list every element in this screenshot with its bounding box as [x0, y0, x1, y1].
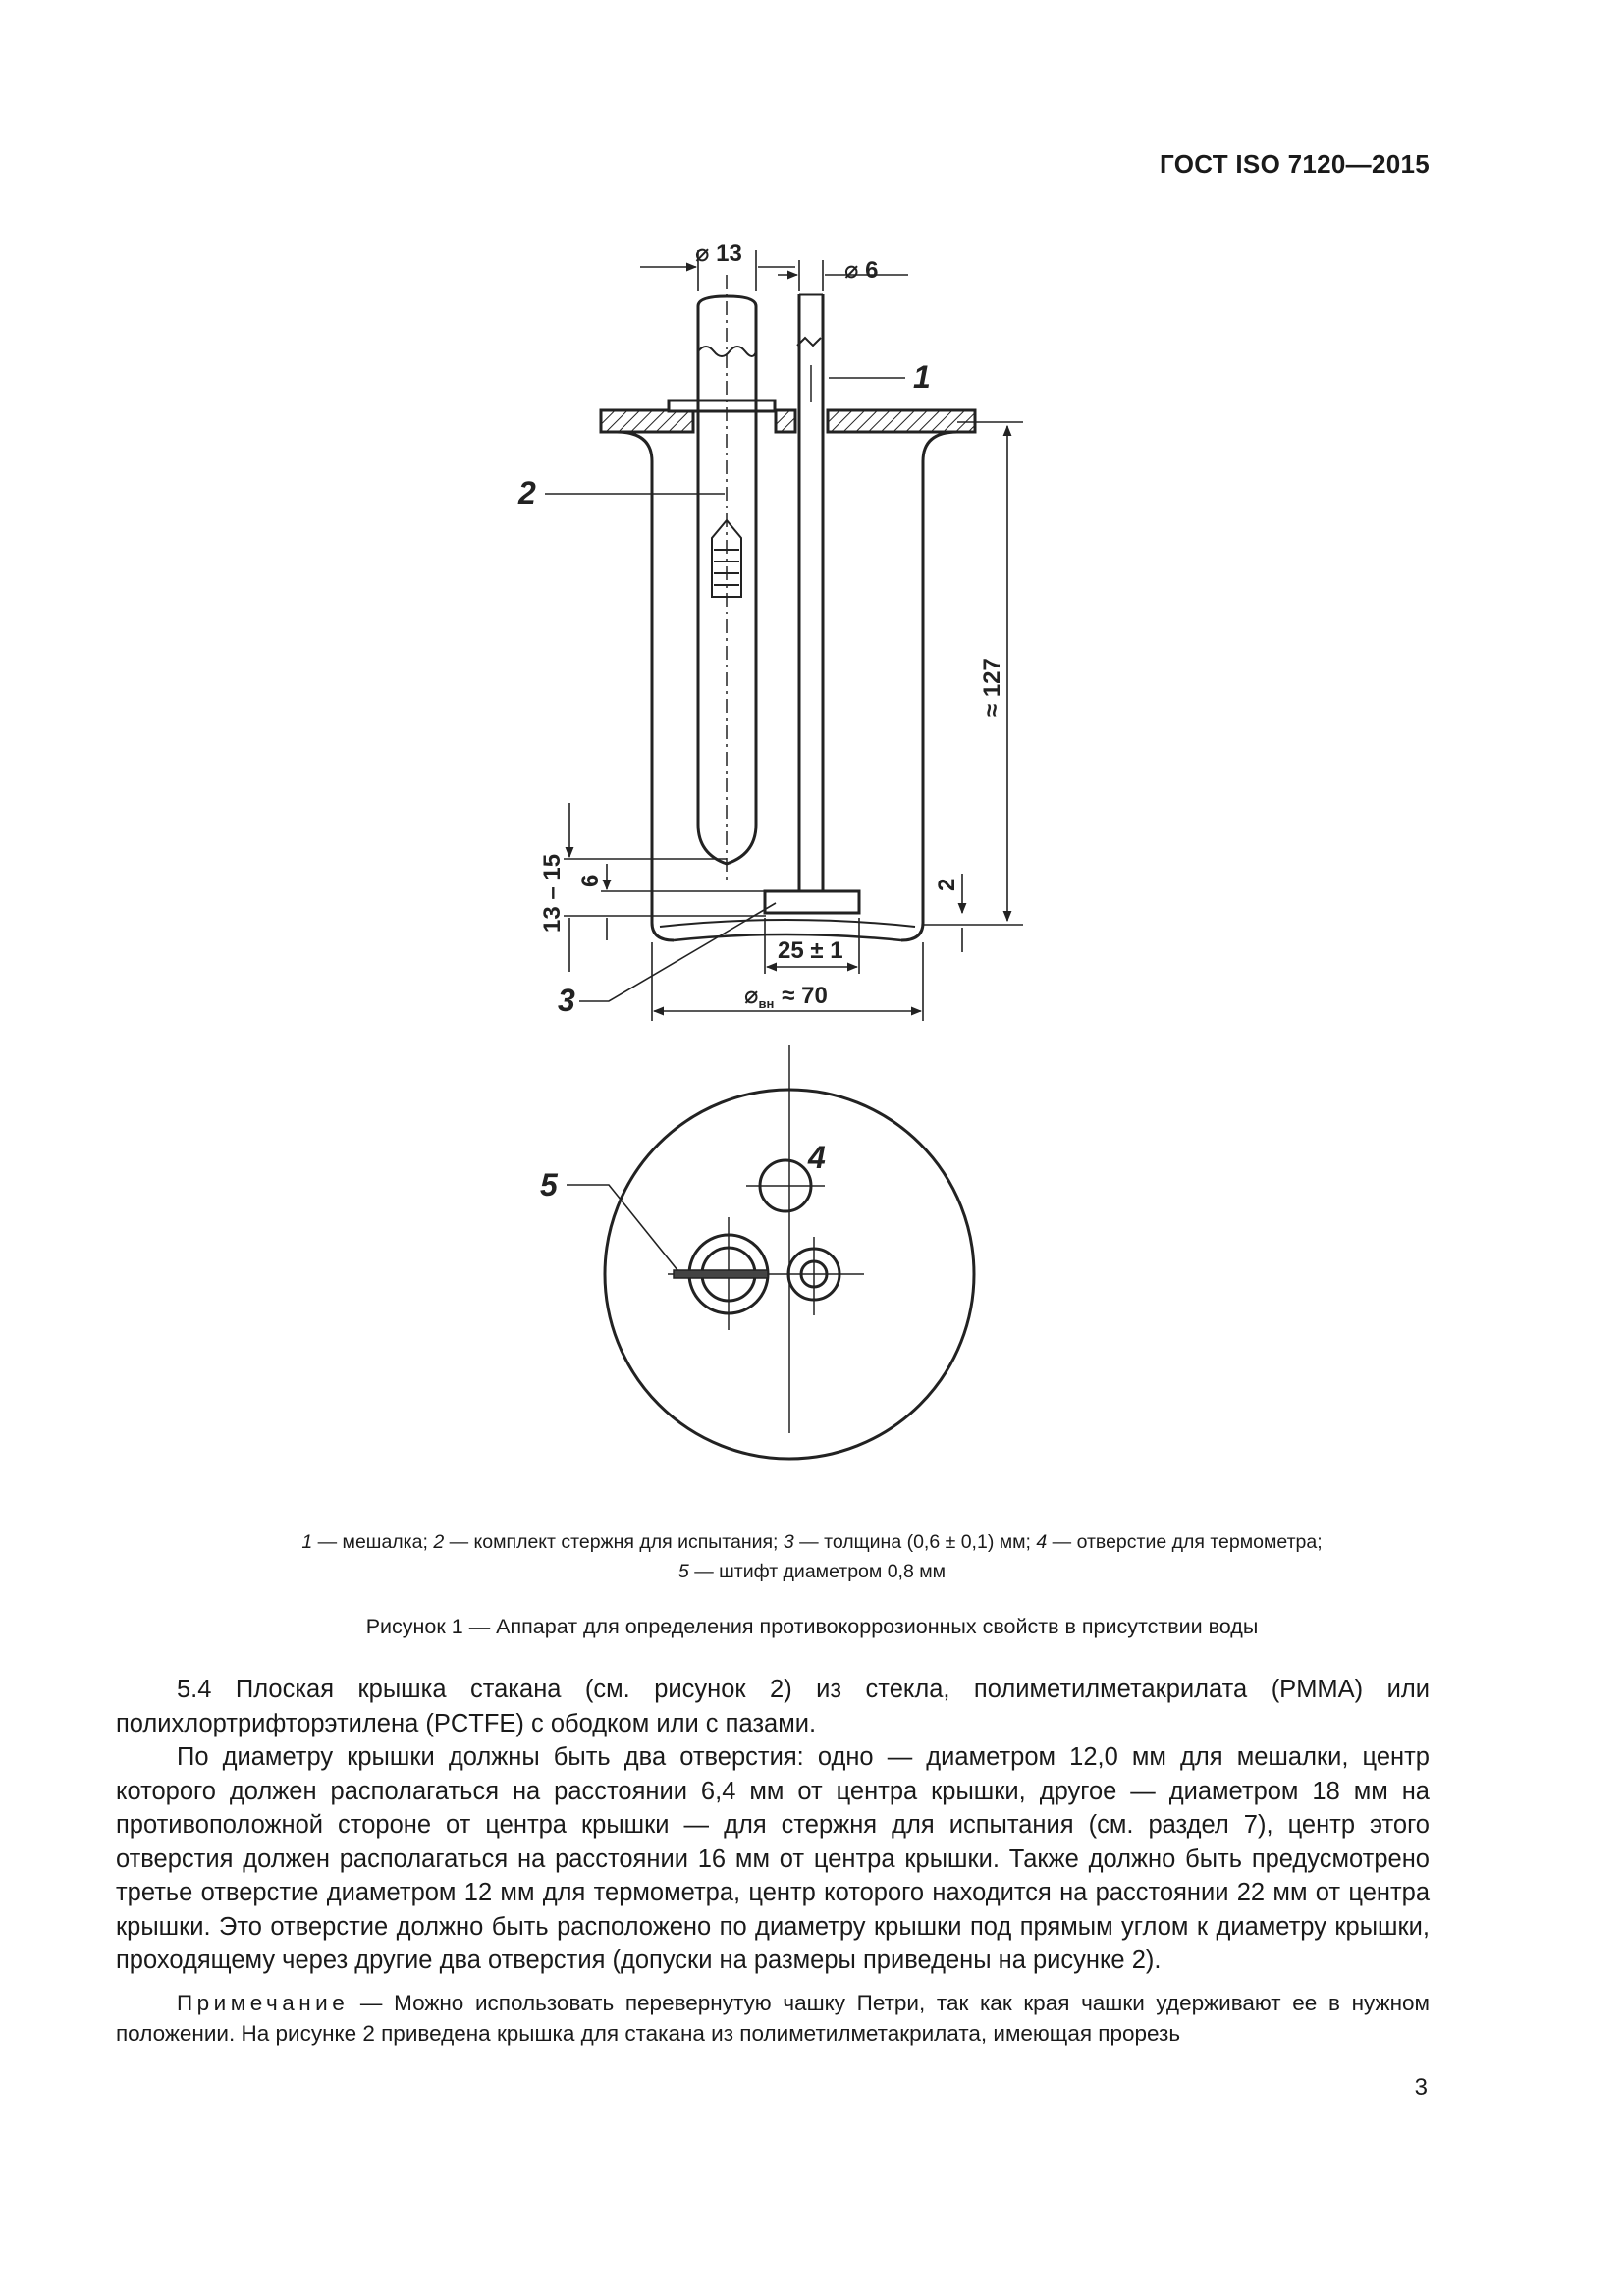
callout-3: 3 — [558, 983, 575, 1018]
document-code: ГОСТ ISO 7120—2015 — [1160, 149, 1430, 179]
dim-dia-6: ⌀ 6 — [844, 257, 879, 284]
dim-width-25: 25 ± 1 — [778, 937, 843, 964]
dim-dia-13: ⌀ 13 — [695, 240, 742, 267]
dim-inner-dia: $⌀_{вн} \approx 70$ — [744, 983, 828, 1011]
dim-gap-13-15: 13 – 15 — [539, 853, 566, 933]
figure-legend — [128, 1527, 1496, 1586]
note-text: — Можно использовать перевернутую чашку Петри, так как края чашки удерживают ее в нужном положении. На рисунке 2 приведена крышка для стакана из полиметилметакрилата, имеющая прорезь — [116, 1990, 1430, 2046]
callout-1: 1 — [913, 359, 931, 395]
callout-4: 4 — [808, 1140, 826, 1175]
note-paragraph — [116, 1988, 1430, 2050]
legend-line-2: 5 — штифт диаметром 0,8 мм — [677, 1561, 947, 1582]
paragraph-5-4: 5.4 Плоская крышка стакана (см. рисунок 2) из стекла, полиметилметакрилата (PMMA) или полихлортрифторэтилена (PCTFE) с ободком или с пазами. — [116, 1676, 1430, 1737]
lid-center — [776, 410, 795, 432]
callout-5: 5 — [540, 1167, 558, 1202]
page-number: 3 — [1414, 2074, 1428, 2101]
lid-left — [601, 410, 693, 432]
dim-height-127: ≈ 127 — [979, 658, 1005, 717]
pin — [674, 1270, 768, 1278]
figure-callouts — [517, 359, 931, 1202]
callout-2: 2 — [518, 475, 536, 510]
dim-gap-2: 2 — [934, 878, 960, 891]
legend-line-1: 1 — мешалка; 2 — комплект стержня для испытания; 3 — толщина (0,6 ± 0,1) мм; 4 — отверстие для термометра; — [301, 1531, 1323, 1553]
paragraph-holes: По диаметру крышки должны быть два отверстия: одно — диаметром 12,0 мм для мешалки, центр которого должен располагаться на расстоянии 6,4 мм от центра крышки, другое — диаметром 18 мм на противоположной стороне от центра крышки — для стержня для испытания (см. раздел 7), центр этого отверстия должен располагаться на расстоянии 16 мм от центра крышки. Также должно быть предусмотрено третье отверстие диаметром 12 мм для термометра, центр которого находится на расстоянии 22 мм от центра крышки. Это отверстие должно быть расположено по диаметру крышки под прямым углом к диаметру крышки, проходящему через другие два отверстия (допуски на размеры приведены на рисунке 2). — [116, 1743, 1430, 1974]
lid-top-view — [567, 1045, 974, 1459]
dim-gap-6: 6 — [577, 874, 604, 887]
lid-right — [828, 410, 975, 432]
body-text — [116, 1673, 1430, 2050]
figure-caption: Рисунок 1 — Аппарат для определения противокоррозионных свойств в присутствии воды — [365, 1615, 1259, 1638]
note-label: Примечание — [177, 1990, 350, 2015]
